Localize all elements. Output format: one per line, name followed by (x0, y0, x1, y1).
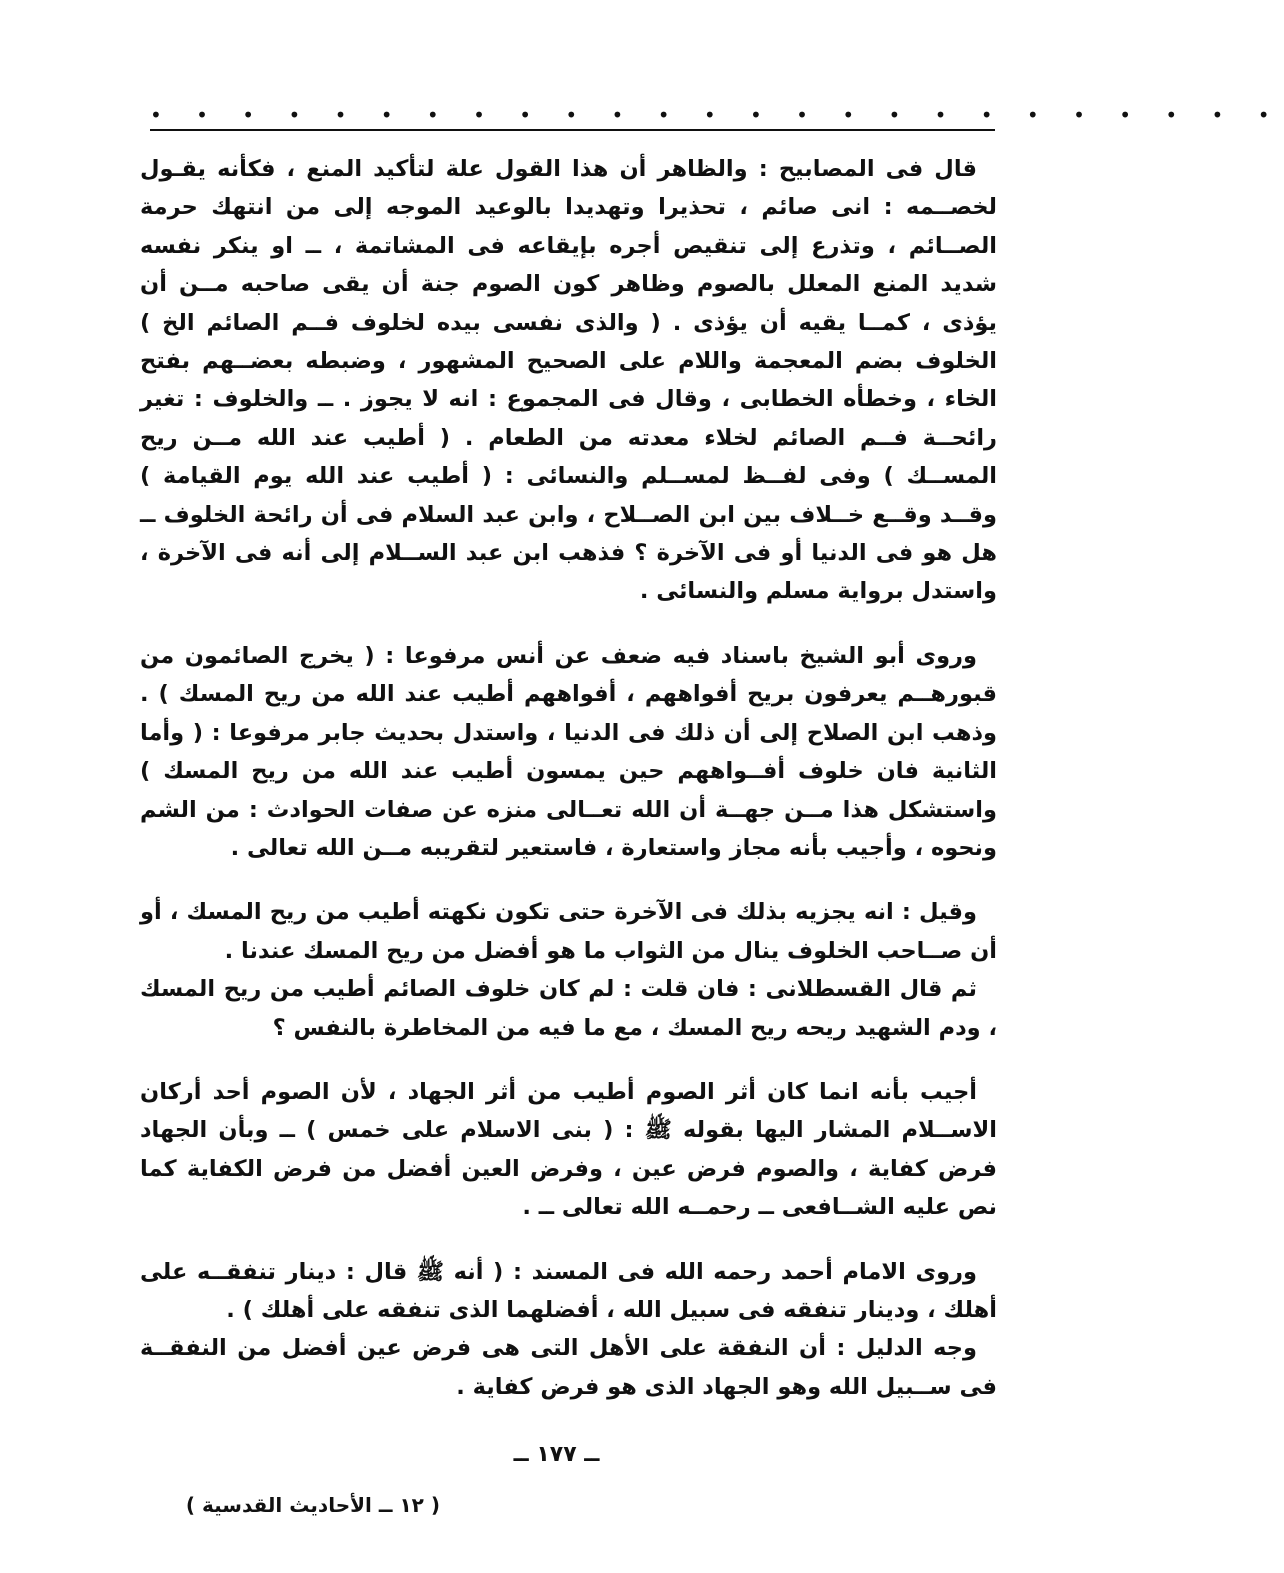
header-line (150, 129, 995, 131)
paragraph-1: قال فى المصابيح : والظاهر أن هذا القول علة لتأكيد المنع ، فكأنه يقـول لخصــمه : انى صائم ، تحذيرا وتهديدا بالوعيد الموجه إلى من انتهك حرمة الصــائم ، وتذرع إلى تنقيص أجره بإيقاعه فى المشاتمة ، ــ او ينكر نفسه شديد المنع المعلل بالصوم وظاهر كون الصوم جنة أن يقى صاحبه مــن أن يؤذى ، كمــا يقيه أن يؤذى . ( والذى نفسى بيده لخلوف فــم الصائم الخ ) الخلوف بضم المعجمة واللام على الصحيح المشهور ، وضبطه بعضــهم بفتح الخاء ، وخطأه الخطابى ، وقال فى المجموع : انه لا يجوز . ــ والخلوف : تغير رائحــة فــم الصائم لخلاء معدته من الطعام . ( أطيب عند الله مــن ريح المســك ) وفى لفــظ لمســلم والنسائى : ( أطيب عند الله يوم القيامة ) وقــد وقــع خــلاف بين ابن الصــلاح ، وابن عبد السلام فى أن رائحة الخلوف ــ هل هو فى الدنيا أو فى الآخرة ؟ فذهب ابن عبد الســلام إلى أنه فى الآخرة ، واستدل برواية مسلم والنسائى . (140, 156, 997, 605)
paragraph-6: وروى الامام أحمد رحمه الله فى المسند : ( أنه ﷺ قال : دينار تنفقــه على أهلك ، ودينار تنفقه فى سبيل الله ، أفضلهما الذى تنفقه على أهلك ) . (140, 1258, 997, 1323)
paragraph-5: أجيب بأنه انما كان أثر الصوم أطيب من أثر الجهاد ، لأن الصوم أحد أركان الاســلام المشار اليها بقوله ﷺ : ( بنى الاسلام على خمس ) ــ وبأن الجهاد فرض كفاية ، والصوم فرض عين ، وفرض العين أفضل من فرض الكفاية كما نص عليه الشــافعى ــ رحمــه الله تعالى ــ . (140, 1078, 997, 1221)
paragraph-7: وجه الدليل : أن النفقة على الأهل التى هى فرض عين أفضل من النفقــة فى ســبيل الله وهو الجهاد الذى هو فرض كفاية . (140, 1335, 997, 1400)
page-number: ــ ١٧٧ ــ (513, 1442, 600, 1467)
signature-line: ( ١٢ ــ الأحاديث القدسية ) (185, 1493, 440, 1517)
paragraph-4: ثم قال القسطلانى : فان قلت : لم كان خلوف الصائم أطيب من ريح المسك ، ودم الشهيد ريحه ريح المسك ، مع ما فيه من المخاطرة بالنفس ؟ (140, 976, 997, 1041)
paragraph-3: وقيل : انه يجزيه بذلك فى الآخرة حتى تكون نكهته أطيب من ريح المسك ، أو أن صــاحب الخلوف ينال من الثواب ما هو أفضل من ريح المسك عندنا . (140, 899, 997, 964)
paragraph-2: وروى أبو الشيخ باسناد فيه ضعف عن أنس مرفوعا : ( يخرج الصائمون من قبورهــم يعرفون بريح أفواههم ، أفواههم أطيب عند الله من ريح المسك ) . وذهب ابن الصلاح إلى أن ذلك فى الدنيا ، واستدل بحديث جابر مرفوعا : ( وأما الثانية فان خلوف أفــواههم حين يمسون أطيب عند الله من ريح المسك ) واستشكل هذا مــن جهــة أن الله تعــالى منزه عن صفات الحوادث : من الشم ونحوه ، وأجيب بأنه مجاز واستعارة ، فاستعير لتقريبه مــن الله تعالى . (140, 642, 997, 861)
body-text (140, 150, 997, 1406)
header-rule (150, 103, 1284, 131)
header-dots: • • • • • • • • • • • • • • • • • • • • • • • • • (150, 103, 1284, 127)
